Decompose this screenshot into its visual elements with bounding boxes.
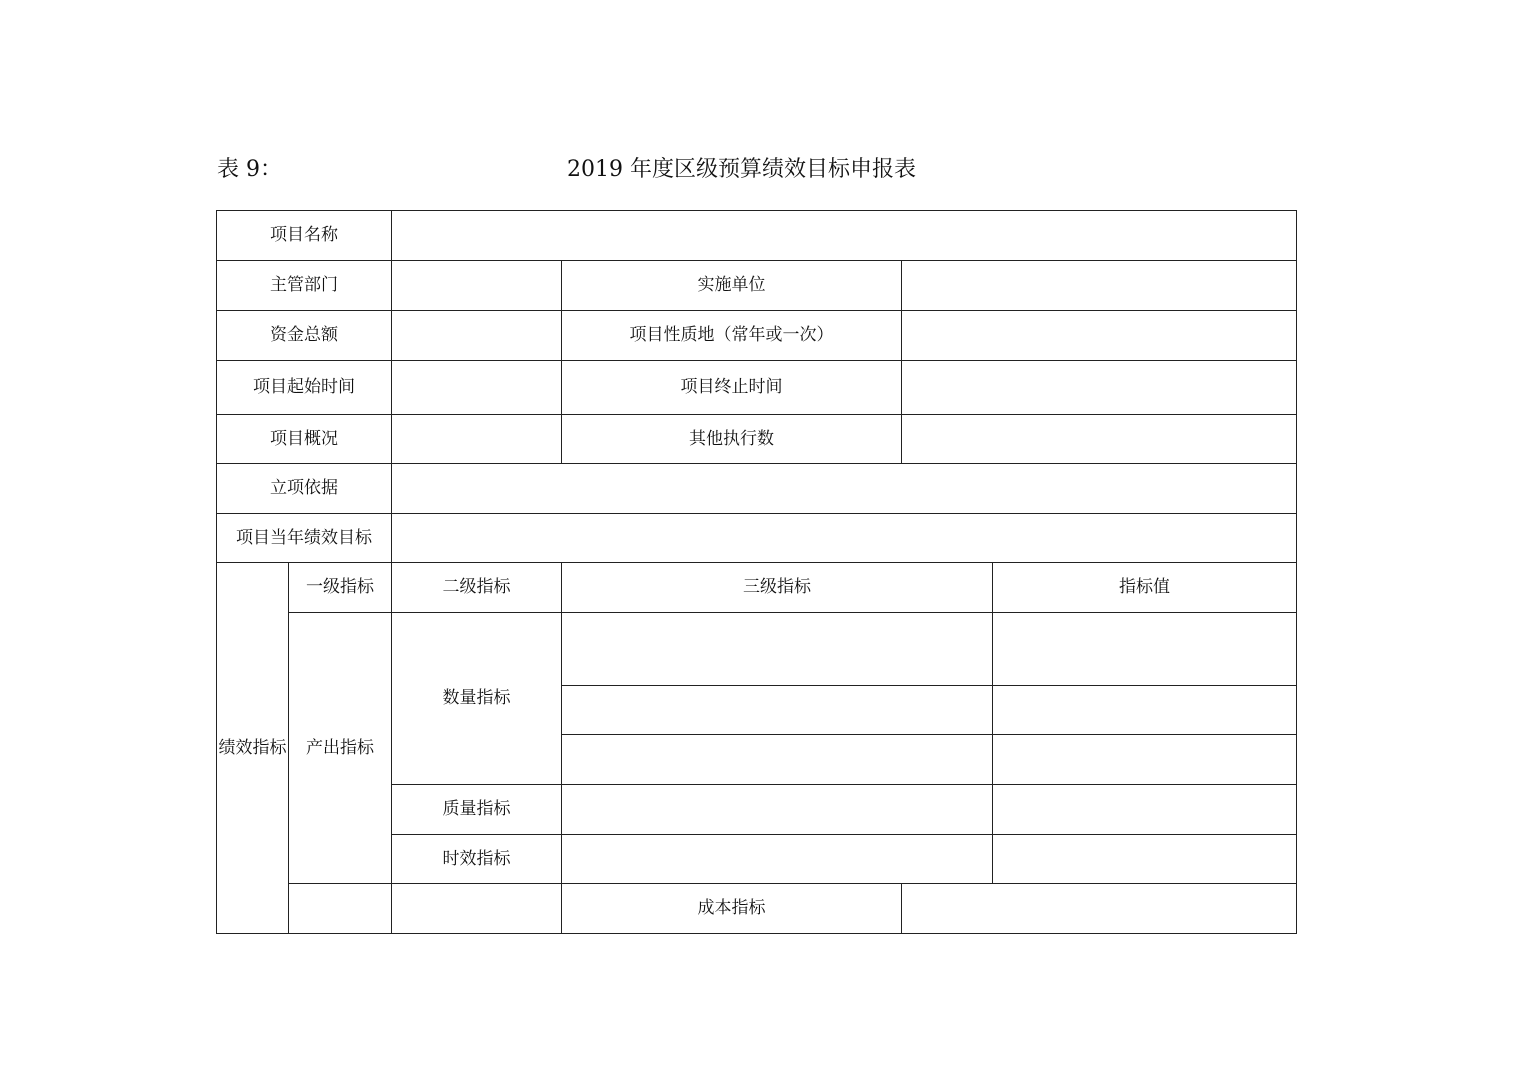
row-annual-goal	[217, 514, 1297, 563]
field-quality-level3[interactable]	[562, 785, 993, 835]
row-dept	[217, 261, 1297, 311]
label-annual-goal: 项目当年绩效目标	[217, 514, 392, 563]
header-level1: 一级指标	[289, 563, 392, 613]
label-performance-indicators: 绩效指标	[217, 563, 289, 934]
field-quantity-value-2[interactable]	[993, 686, 1297, 735]
field-total-funds[interactable]	[392, 311, 562, 361]
field-dept[interactable]	[392, 261, 562, 311]
row-overview	[217, 415, 1297, 464]
header-level3: 三级指标	[562, 563, 993, 613]
field-end-time[interactable]	[902, 361, 1297, 415]
label-output-indicator: 产出指标	[289, 613, 392, 884]
label-cost-indicator: 成本指标	[562, 884, 902, 934]
field-quantity-level3-2[interactable]	[562, 686, 993, 735]
table-number-label: 表 9：	[217, 157, 282, 182]
cell-cost-level0-empty[interactable]	[289, 884, 392, 934]
label-start-time: 项目起始时间	[217, 361, 392, 415]
field-quantity-value-3[interactable]	[993, 735, 1297, 785]
label-overview: 项目概况	[217, 415, 392, 464]
field-annual-goal[interactable]	[392, 514, 1297, 563]
field-unit[interactable]	[902, 261, 1297, 311]
label-other-exec: 其他执行数	[562, 415, 902, 464]
field-quantity-value-1[interactable]	[993, 613, 1297, 686]
label-dept: 主管部门	[217, 261, 392, 311]
label-timeliness-indicator: 时效指标	[392, 835, 562, 884]
row-funds	[217, 311, 1297, 361]
row-time	[217, 361, 1297, 415]
field-timeliness-value[interactable]	[993, 835, 1297, 884]
label-quantity-indicator: 数量指标	[392, 613, 562, 785]
field-quantity-level3-3[interactable]	[562, 735, 993, 785]
label-quality-indicator: 质量指标	[392, 785, 562, 835]
row-project-name	[217, 211, 1297, 261]
label-project-name: 项目名称	[217, 211, 392, 261]
field-quality-value[interactable]	[993, 785, 1297, 835]
field-overview[interactable]	[392, 415, 562, 464]
header-value: 指标值	[993, 563, 1297, 613]
header-level2: 二级指标	[392, 563, 562, 613]
row-cost	[217, 884, 1297, 934]
field-other-exec[interactable]	[902, 415, 1297, 464]
field-project-name[interactable]	[392, 211, 1297, 261]
field-cost-level3[interactable]	[902, 884, 1297, 934]
field-quantity-level3-1[interactable]	[562, 613, 993, 686]
label-unit: 实施单位	[562, 261, 902, 311]
field-basis[interactable]	[392, 464, 1297, 514]
label-total-funds: 资金总额	[217, 311, 392, 361]
cell-cost-level1-empty[interactable]	[392, 884, 562, 934]
field-start-time[interactable]	[392, 361, 562, 415]
page-title: 2019 年度区级预算绩效目标申报表	[567, 157, 916, 182]
label-end-time: 项目终止时间	[562, 361, 902, 415]
performance-target-form	[216, 210, 1297, 934]
field-timeliness-level3[interactable]	[562, 835, 993, 884]
row-quantity-1	[217, 613, 1297, 686]
row-indicator-header	[217, 563, 1297, 613]
field-project-nature[interactable]	[902, 311, 1297, 361]
label-project-nature: 项目性质地（常年或一次）	[562, 311, 902, 361]
label-basis: 立项依据	[217, 464, 392, 514]
row-basis	[217, 464, 1297, 514]
